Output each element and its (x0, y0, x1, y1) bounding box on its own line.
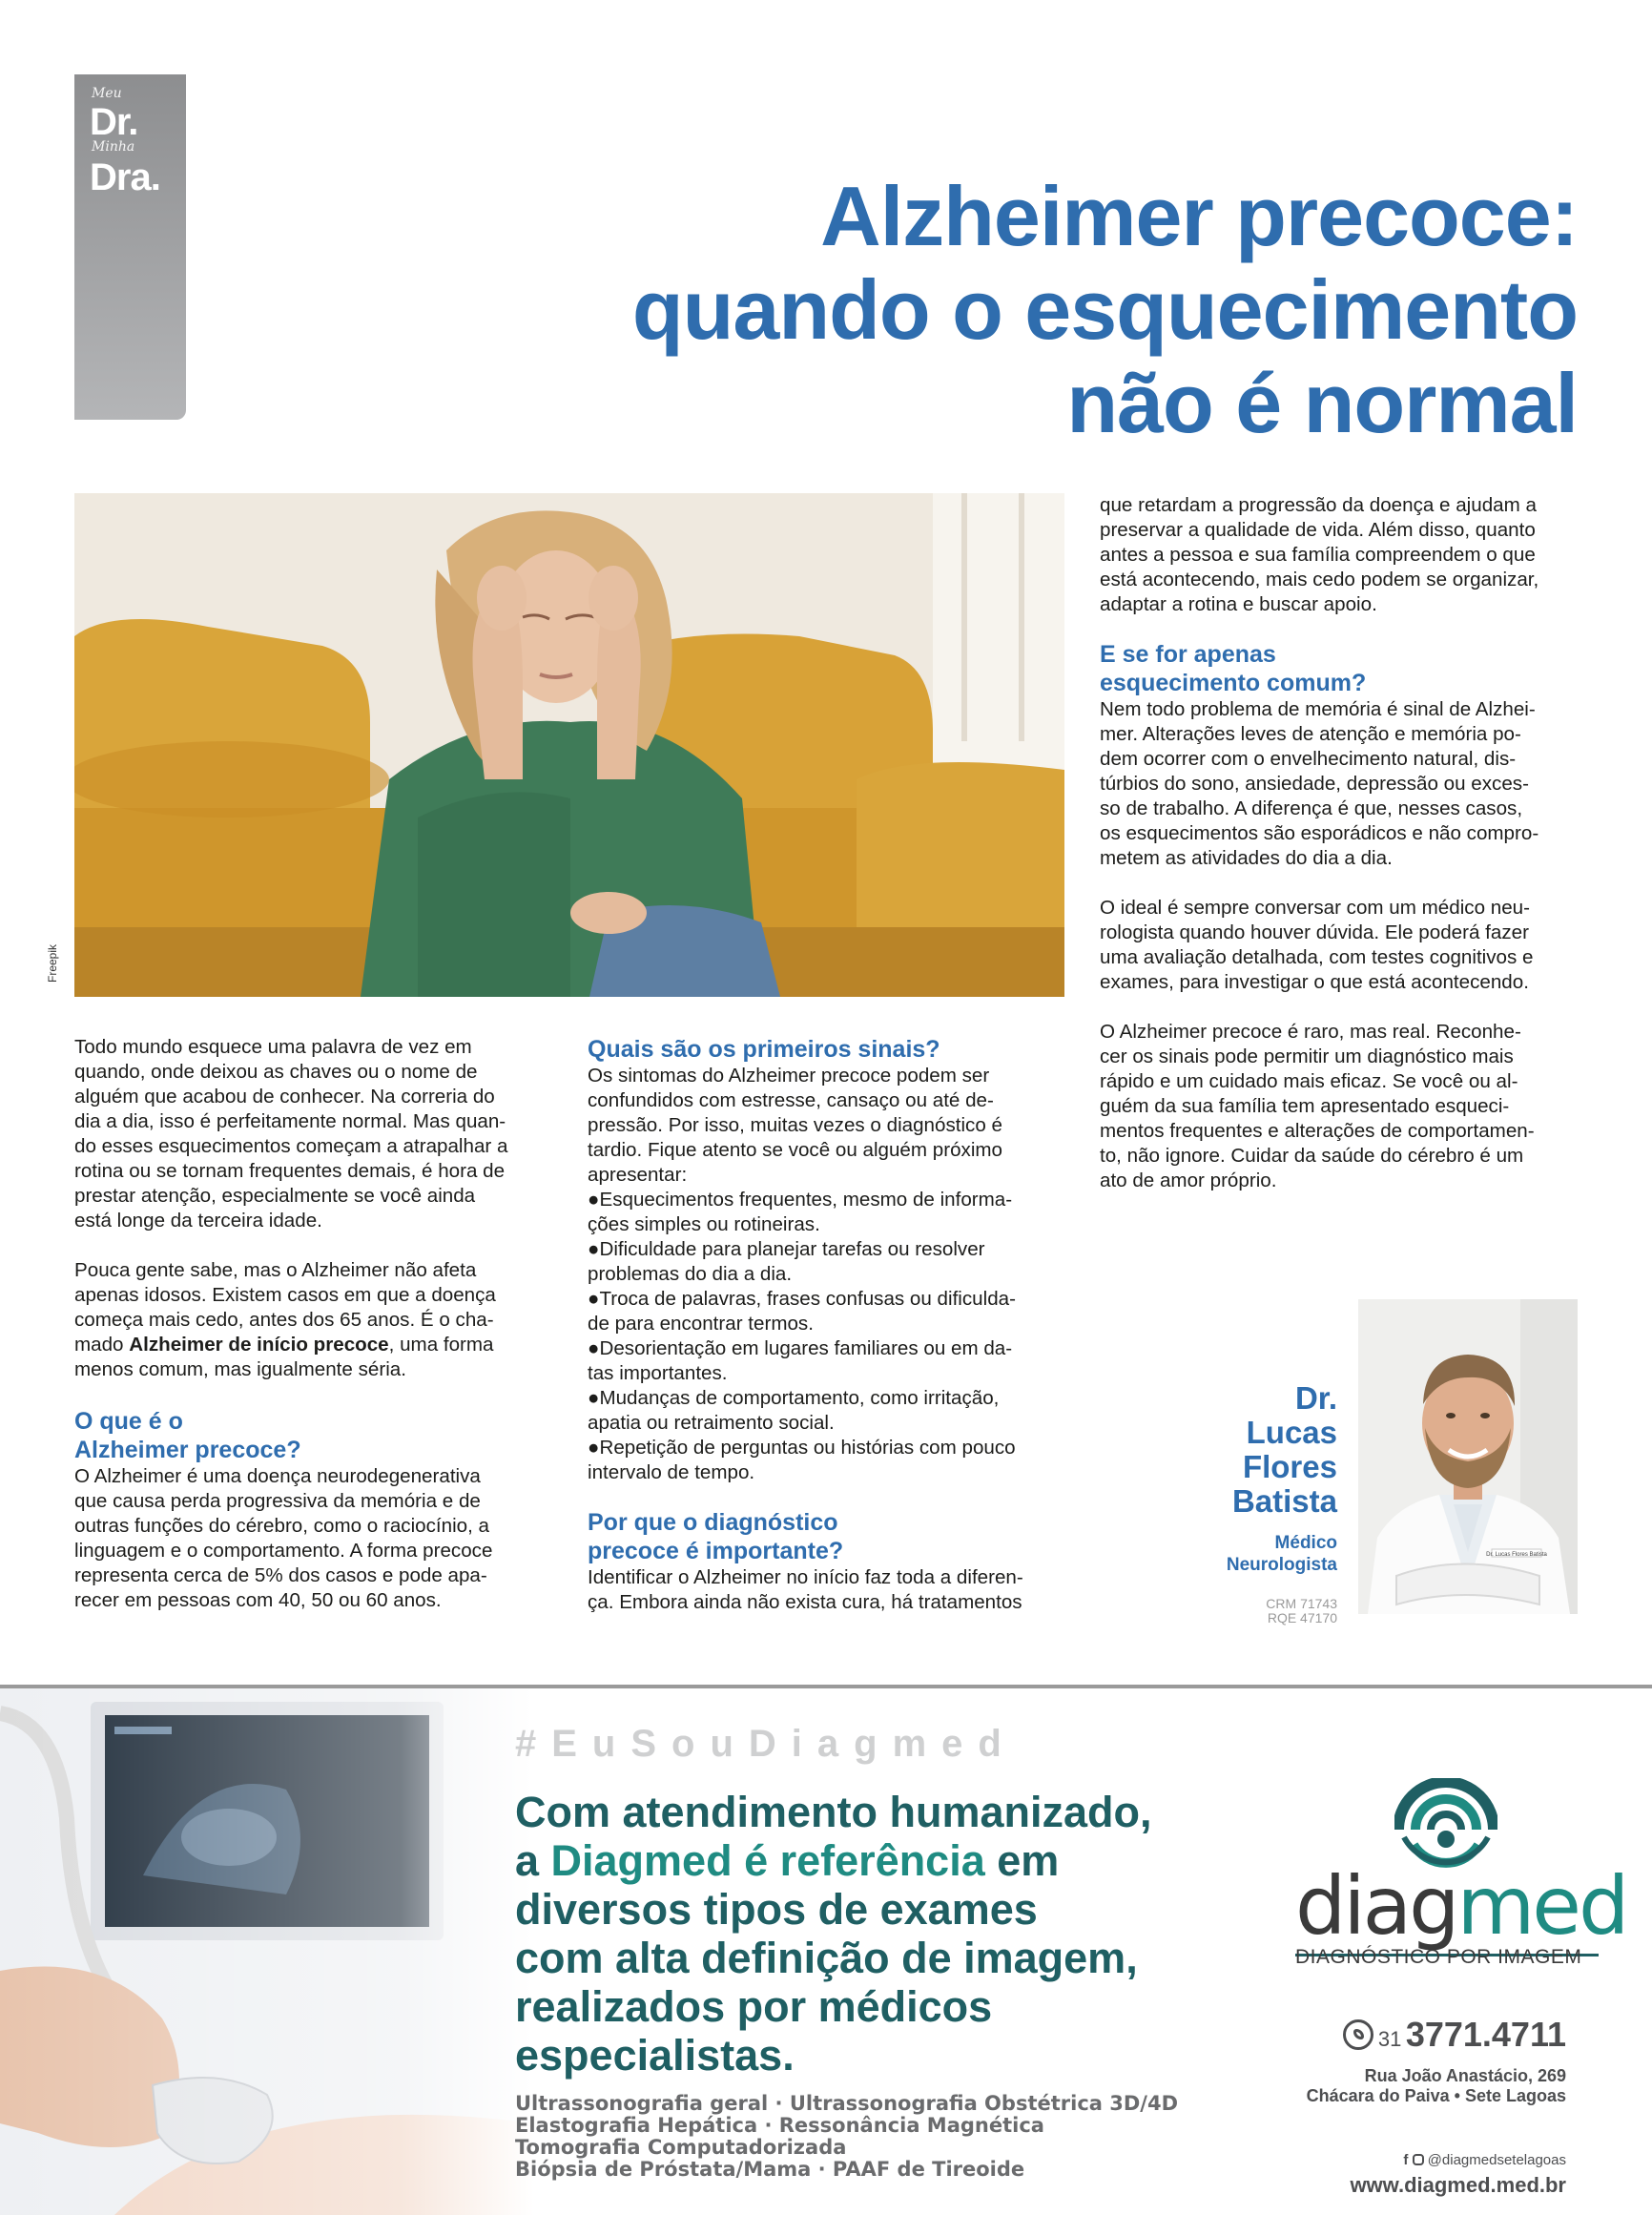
text-line: to, não ignore. Cuidar da saúde do cérebro é um (1100, 1145, 1524, 1167)
text-run: mado (74, 1334, 130, 1356)
headline-line: diversos tipos de exames (515, 1885, 1038, 1934)
text-line: tas importantes. (588, 1362, 728, 1384)
social-handle-text: @diagmedsetelagoas (1427, 2152, 1566, 2168)
crm-number: CRM 71743 (1266, 1596, 1337, 1611)
text-line: pressão. Por isso, muitas vezes o diagnóstico é (588, 1114, 1002, 1136)
list-item (588, 1287, 1084, 1336)
text-line: O ideal é sempre conversar com um médico neu- (1100, 897, 1530, 919)
diagmed-advertisement (0, 1685, 1652, 2215)
text-line: túrbios do sono, ansiedade, depressão ou exces- (1100, 773, 1529, 795)
ad-hashtag: #EuSouDiagmed (515, 1723, 1017, 1765)
doctor-info (1135, 1381, 1337, 1625)
text-line: Repetição de perguntas ou histórias com pouco (599, 1437, 1016, 1459)
text-line: ções simples ou rotineiras. (588, 1213, 820, 1235)
role-line: Médico (1274, 1533, 1337, 1553)
text-line: quando, onde deixou as chaves ou o nome de (74, 1061, 478, 1083)
ultrasound-photo (0, 1685, 534, 2215)
social-handle (1274, 2152, 1566, 2168)
text-line: apresentar: (588, 1164, 688, 1186)
paragraph (588, 1064, 1084, 1188)
headline-highlight: Diagmed é referência (550, 1836, 985, 1885)
paragraph (74, 1258, 532, 1382)
symptom-list (588, 1188, 1084, 1485)
address (1274, 2066, 1566, 2106)
text-line: Esquecimentos frequentes, mesmo de informa- (599, 1189, 1013, 1211)
phone-area-code: 31 (1377, 2027, 1402, 2051)
text-line: apenas idosos. Existem casos em que a doença (74, 1284, 496, 1306)
text-line: Desorientação em lugares familiares ou em da- (599, 1337, 1013, 1359)
list-item (588, 1336, 1084, 1386)
text-line: confundidos com estresse, cansaço ou até de- (588, 1089, 994, 1111)
text-line: Troca de palavras, frases confusas ou dificulda- (599, 1288, 1016, 1310)
heading-line: E se for apenas (1100, 641, 1276, 668)
bullet-icon: ● (588, 1387, 600, 1409)
text-line: exames, para investigar o que está acontecendo. (1100, 971, 1529, 993)
text-line: uma avaliação detalhada, com testes cognitivos e (1100, 946, 1534, 968)
text-line: começa mais cedo, antes dos 65 anos. É o cha- (74, 1309, 494, 1331)
text-line: menos comum, mas igualmente séria. (74, 1358, 406, 1380)
diagmed-wordmark (1295, 1859, 1627, 1953)
text-line: ça. Embora ainda não exista cura, há tratamentos (588, 1591, 1022, 1613)
text-line: recer em pessoas com 40, 50 ou 60 anos. (74, 1589, 442, 1611)
website: www.diagmed.med.br (1350, 2173, 1566, 2197)
article-column-3 (1100, 493, 1586, 1193)
text-line: so de trabalho. A diferença é que, nesses casos, (1100, 797, 1523, 819)
text-line: rotina ou se tornam frequentes demais, é hora de (74, 1160, 506, 1182)
text-line: tardio. Fique atento se você ou alguém próximo (588, 1139, 1003, 1161)
text-line: linguagem e o comportamento. A forma precoce (74, 1540, 493, 1562)
text-line: antes a pessoa e sua família compreendem o que (1100, 544, 1536, 566)
logo-word-dr: Dr. (90, 101, 138, 143)
text-line: representa cerca de 5% dos casos e pode apa- (74, 1564, 487, 1586)
text-line: mentos frequentes e alterações de comportamen- (1100, 1120, 1535, 1142)
text-line: Os sintomas do Alzheimer precoce podem ser (588, 1065, 990, 1087)
photo-credit: Freepik (46, 943, 59, 983)
whatsapp-icon (1343, 2019, 1373, 2050)
text-line: que retardam a progressão da doença e ajudam a (1100, 494, 1537, 516)
headline-run: em (984, 1836, 1060, 1885)
text-line: Mudanças de comportamento, como irritação, (599, 1387, 1000, 1409)
section-heading: Quais são os primeiros sinais? (588, 1036, 940, 1063)
article-column-2 (588, 1035, 1084, 1615)
text-line: Pouca gente sabe, mas o Alzheimer não afeta (74, 1259, 477, 1281)
logo-word-minha: Minha (92, 139, 135, 155)
bullet-icon: ● (588, 1337, 600, 1359)
brand-part: diag (1295, 1859, 1457, 1953)
text-line: ato de amor próprio. (1100, 1170, 1277, 1191)
paragraph (1100, 697, 1586, 871)
text-line: guém da sua família tem apresentado esqueci- (1100, 1095, 1510, 1117)
text-line: metem as atividades do dia a dia. (1100, 847, 1393, 869)
doctor-name (1135, 1381, 1337, 1519)
name-line: Flores (1242, 1449, 1337, 1484)
heading-line: esquecimento comum? (1100, 670, 1367, 696)
text-line (74, 1333, 532, 1357)
phone-contact (1322, 2015, 1566, 2055)
service-line: Biópsia de Próstata/Mama · PAAF de Tireoide (515, 2158, 1025, 2181)
doctor-specialty (1135, 1532, 1337, 1576)
text-line: de para encontrar termos. (588, 1313, 814, 1335)
text-line: prestar atenção, especialmente se você ainda (74, 1185, 476, 1207)
headline-line: especialistas. (515, 2031, 795, 2080)
section-heading (74, 1407, 532, 1464)
heading-line: precoce é importante? (588, 1538, 844, 1564)
text-line: mer. Alterações leves de atenção e memória po- (1100, 723, 1521, 745)
logo-word-dra: Dra. (90, 156, 160, 198)
text-line: Nem todo problema de memória é sinal de Alzhei- (1100, 698, 1536, 720)
ad-divider (0, 1685, 1652, 1688)
title-line: Alzheimer precoce: (820, 169, 1578, 263)
list-item (588, 1188, 1084, 1237)
text-line: está acontecendo, mais cedo podem se organizar, (1100, 569, 1539, 590)
address-line: Chácara do Paiva • Sete Lagoas (1306, 2086, 1566, 2105)
text-line: Identificar o Alzheimer no início faz toda a diferen- (588, 1566, 1023, 1588)
title-line: quando o esquecimento (631, 262, 1578, 357)
text-line: intervalo de tempo. (588, 1461, 755, 1483)
role-line: Neurologista (1226, 1555, 1337, 1575)
title-line: não é normal (1066, 356, 1578, 450)
phone-number: 3771.4711 (1405, 2015, 1566, 2054)
headline-line (515, 1836, 1278, 1885)
bullet-icon: ● (588, 1189, 600, 1211)
magazine-logo-tab (74, 74, 186, 420)
text-line: dia a dia, isso é perfeitamente normal. Mas quan- (74, 1110, 506, 1132)
service-line: Elastografia Hepática · Ressonância Magnética (515, 2114, 1044, 2137)
list-item (588, 1237, 1084, 1287)
bullet-icon: ● (588, 1288, 600, 1310)
text-line: rologista quando houver dúvida. Ele poderá fazer (1100, 921, 1529, 943)
headline-line: com alta definição de imagem, (515, 1934, 1138, 1982)
article-photo (74, 493, 1064, 997)
paragraph (588, 1565, 1084, 1615)
text-line: adaptar a rotina e buscar apoio. (1100, 593, 1377, 615)
logo-word-meu: Meu (92, 86, 122, 101)
brand-part-accent: med (1456, 1859, 1627, 1953)
text-line: Todo mundo esquece uma palavra de vez em (74, 1036, 472, 1058)
text-line: apatia ou retraimento social. (588, 1412, 835, 1434)
paragraph (1100, 493, 1586, 617)
instagram-icon (1413, 2154, 1424, 2165)
doctor-registration (1135, 1597, 1337, 1625)
article-title (338, 170, 1578, 450)
heading-line: Por que o diagnóstico (588, 1509, 838, 1536)
text-line: Dificuldade para planejar tarefas ou resolver (599, 1238, 985, 1260)
text-line: alguém que acabou de conhecer. Na correria do (74, 1086, 495, 1108)
paragraph (74, 1464, 532, 1613)
doctor-portrait-illustration (1358, 1299, 1578, 1614)
text-line: do esses esquecimentos começam a atrapalhar a (74, 1135, 508, 1157)
diagmed-tagline: DIAGNÓSTICO POR IMAGEM (1295, 1946, 1582, 1968)
rqe-number: RQE 47170 (1267, 1610, 1337, 1625)
article-column-1 (74, 1035, 532, 1613)
text-line: os esquecimentos são esporádicos e não compro- (1100, 822, 1539, 844)
paragraph (1100, 1020, 1586, 1193)
name-line: Dr. (1294, 1380, 1337, 1416)
service-line: Ultrassonografia geral · Ultrassonografia Obstétrica 3D/4D (515, 2092, 1178, 2115)
facebook-icon: f (1403, 2152, 1409, 2168)
bullet-icon: ● (588, 1238, 600, 1260)
doctor-portrait (1358, 1299, 1578, 1614)
name-line: Batista (1231, 1483, 1337, 1519)
ad-headline (515, 1788, 1278, 2080)
heading-line: O que é o (74, 1408, 183, 1435)
text-line: problemas do dia a dia. (588, 1263, 793, 1285)
text-line: cer os sinais pode permitir um diagnóstico mais (1100, 1045, 1514, 1067)
service-line: Tomografia Computadorizada (515, 2136, 847, 2159)
list-item (588, 1386, 1084, 1436)
bold-term: Alzheimer de início precoce (129, 1334, 389, 1356)
bullet-icon: ● (588, 1437, 600, 1459)
paragraph (74, 1035, 532, 1233)
text-line: O Alzheimer precoce é raro, mas real. Reconhe- (1100, 1021, 1521, 1043)
section-heading (1100, 640, 1586, 697)
name-line: Lucas (1246, 1415, 1337, 1450)
text-line: que causa perda progressiva da memória e de (74, 1490, 481, 1512)
text-line: O Alzheimer é uma doença neurodegenerativa (74, 1465, 481, 1487)
text-line: está longe da terceira idade. (74, 1210, 322, 1232)
text-line: dem ocorrer com o envelhecimento natural, dis- (1100, 748, 1517, 770)
woman-headache-illustration (74, 493, 1064, 997)
headline-line: Com atendimento humanizado, (515, 1788, 1152, 1836)
coat-embroidery: Dr. Lucas Flores Batista (1486, 1552, 1547, 1558)
headline-line: realizados por médicos (515, 1982, 993, 2031)
text-line: preservar a qualidade de vida. Além disso, quanto (1100, 519, 1536, 541)
text-line: outras funções do cérebro, como o raciocínio, a (74, 1515, 489, 1537)
heading-line: Alzheimer precoce? (74, 1437, 301, 1463)
list-item (588, 1436, 1084, 1485)
section-heading (588, 1508, 1084, 1565)
services-list (515, 2093, 1278, 2181)
text-run: , uma forma (388, 1334, 494, 1356)
paragraph (1100, 896, 1586, 995)
address-line: Rua João Anastácio, 269 (1364, 2066, 1566, 2085)
headline-run: a (515, 1836, 551, 1885)
text-line: rápido e um cuidado mais eficaz. Se você ou al- (1100, 1070, 1518, 1092)
